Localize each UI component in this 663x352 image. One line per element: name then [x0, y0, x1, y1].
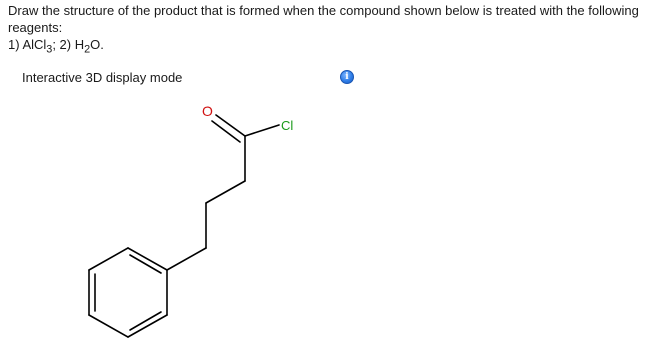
carbonyl-bond-2: [212, 121, 240, 142]
question-line-1: Draw the structure of the product that is formed when the compound shown below is treated with the following: [8, 3, 639, 18]
ring-bond-4: [89, 315, 128, 337]
chain-bond-3: [206, 181, 245, 203]
reagents-sub-1: 3: [46, 43, 53, 56]
info-glyph: i: [345, 71, 349, 82]
oxygen-atom-label: O: [202, 103, 213, 119]
chain-bond-1: [167, 248, 206, 270]
chlorine-atom-label: Cl: [281, 118, 294, 133]
reagents-sub-2: 2: [84, 43, 91, 56]
ring-bond-1: [128, 248, 167, 270]
reagents-prefix: 1) AlCl: [8, 37, 47, 52]
ring-bond-6: [89, 248, 128, 270]
carbonyl-bond-1: [216, 115, 245, 136]
reagents-suffix: O.: [90, 37, 104, 52]
acyl-chloride-bond: [245, 125, 279, 136]
question-line-2: reagents:: [8, 20, 63, 35]
ring-bond-3: [128, 315, 167, 337]
reagents-mid: ; 2) H: [52, 37, 85, 52]
display-mode-label[interactable]: Interactive 3D display mode: [22, 70, 183, 85]
